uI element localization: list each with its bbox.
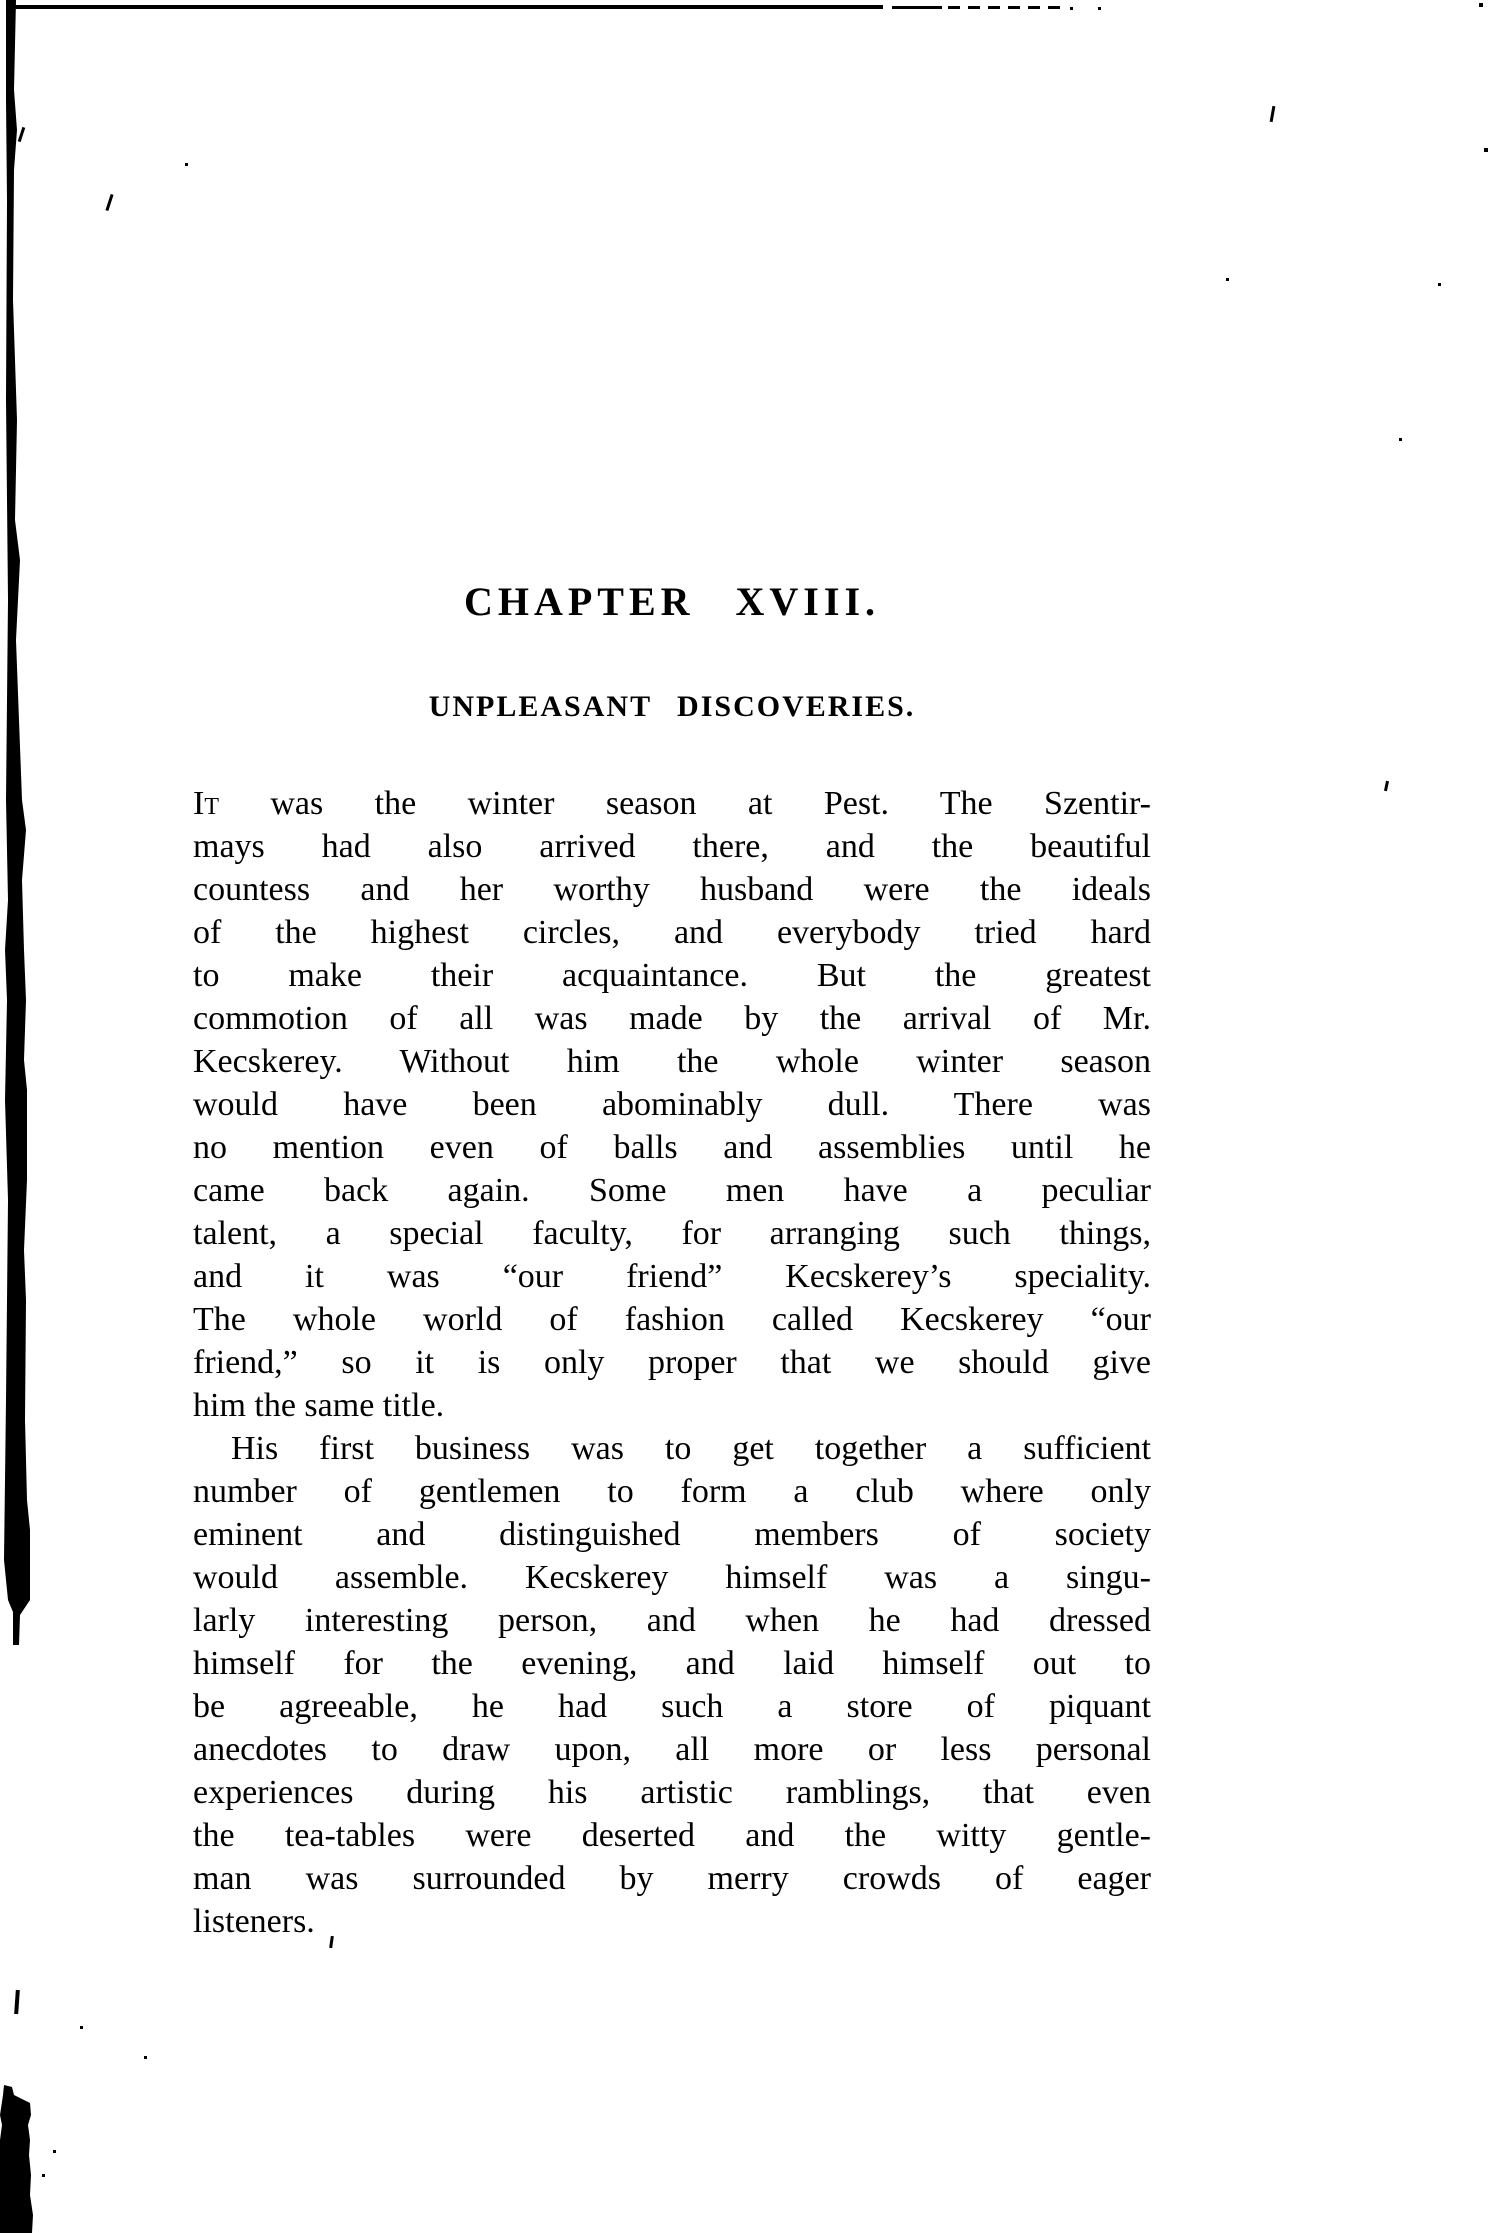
scan-mark [14,1990,20,2014]
text-line: larly interesting person, and when he had dressed [193,1602,1151,1639]
text-line: talent, a special faculty, for arranging such things, [193,1215,1151,1252]
text-line: The whole world of fashion called Kecskerey “our [193,1301,1151,1338]
text-line: anecdotes to draw upon, all more or less personal [193,1731,1151,1768]
text-line: himself for the evening, and laid himself out to [193,1645,1151,1682]
text-line: would assemble. Kecskerey himself was a singu- [193,1559,1151,1596]
scan-speck [144,2056,147,2059]
text-line: friend,” so it is only proper that we should give [193,1344,1151,1381]
text-line: be agreeable, he had such a store of piquant [193,1688,1151,1725]
text-line [193,782,1151,825]
text-line: came back again. Some men have a peculiar [193,1172,1151,1209]
lead-word: It [193,785,219,822]
scan-speck [185,163,188,166]
scan-speck [1438,283,1441,286]
text-line: no mention even of balls and assemblies until he [193,1129,1151,1166]
text-line: number of gentlemen to form a club where only [193,1473,1151,1510]
text-line: listeners. [193,1903,315,1940]
text-line: commotion of all was made by the arrival of Mr. [193,1000,1151,1037]
scan-speck [1384,781,1389,791]
text-line: and it was “our friend” Kecskerey’s speciality. [193,1258,1151,1295]
scan-speck [18,127,25,142]
text-line: experiences during his artistic ramblings, that even [193,1774,1151,1811]
scan-gutter-bar [0,0,30,1645]
scan-speck [1270,106,1276,122]
scan-speck [1484,148,1488,152]
scan-speck [53,2150,56,2153]
text-line: him the same title. [193,1387,445,1424]
text-line: of the highest circles, and everybody tried hard [193,914,1151,951]
text-line-rest: was the winter season at Pest. The Szentir- [218,785,1151,822]
scan-speck [1479,3,1483,7]
section-title: UNPLEASANT DISCOVERIES. [428,690,916,723]
scan-corner-blob [0,2085,34,2233]
text-line: eminent and distinguished members of society [193,1516,1151,1553]
text-line: the tea-tables were deserted and the witty gentle- [193,1817,1151,1854]
scan-speck [105,194,113,211]
text-line: mays had also arrived there, and the beautiful [193,828,1151,865]
text-line: Kecskerey. Without him the whole winter season [193,1043,1151,1080]
scan-speck [1226,278,1229,281]
page-content [193,0,1151,1943]
text-line: would have been abominably dull. There was [193,1086,1151,1123]
scan-speck [42,2174,45,2177]
scan-speck [80,2026,83,2029]
text-line: man was surrounded by merry crowds of eager [193,1860,1151,1897]
text-line: His first business was to get together a sufficient [231,1430,1151,1467]
text-line: to make their acquaintance. But the greatest [193,957,1151,994]
text-line: countess and her worthy husband were the ideals [193,871,1151,908]
scan-speck [1399,438,1402,441]
body-text [193,782,1151,1943]
chapter-heading: CHAPTER XVIII. [463,579,881,624]
